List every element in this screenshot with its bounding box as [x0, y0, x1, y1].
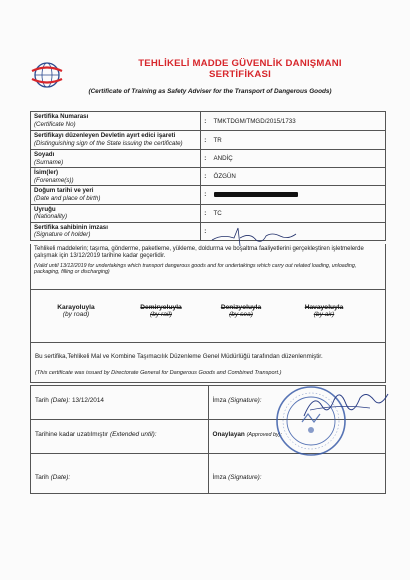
- field-holder-signature: [31, 222, 386, 240]
- field-label-tr: İsim(ler): [34, 169, 59, 177]
- field-value: ÖZGÜN: [210, 168, 386, 186]
- date2-label-en: (Date):: [50, 474, 71, 481]
- colon: :: [201, 150, 210, 168]
- mode-label-en: (by air): [313, 311, 335, 318]
- field-label-en: (Nationality): [34, 213, 68, 221]
- ministry-logo-icon: [30, 60, 64, 90]
- official-stamp-icon: [272, 382, 350, 460]
- mode-label-tr: Karayoluyla: [57, 304, 95, 311]
- colon: :: [201, 222, 210, 240]
- field-nationality: [31, 204, 386, 222]
- field-label-en: (Signature of holder): [34, 231, 91, 239]
- colon: :: [201, 186, 210, 204]
- title-line-1: TEHLİKELİ MADDE GÜVENLİK DANIŞMANI: [138, 58, 342, 69]
- field-value: TR: [210, 131, 386, 150]
- field-label-tr: Uyruğu: [34, 205, 56, 213]
- field-label-en: (Date and place of birth): [34, 194, 101, 202]
- mode-label-en: (by road): [62, 311, 90, 318]
- colon: :: [201, 131, 210, 150]
- validity-text-en: (Valid until 13/12/2019 for undertakings which transport dangerous goods and for undertakings which carry out related loading, unloading, packaging, filling or discharging): [34, 262, 357, 276]
- signature2-label: İmza: [212, 474, 227, 481]
- mode-label-en: (by sea): [229, 311, 253, 318]
- mode-label-en: (by rail): [150, 311, 172, 318]
- approved-label-en: (Approved by):: [246, 432, 282, 438]
- field-issuing-state: [31, 131, 386, 150]
- field-value: ANDİÇ: [210, 150, 386, 168]
- date-label: Tarih: [35, 397, 49, 404]
- date-value: 13/12/2014: [71, 397, 104, 404]
- issuer-text-en: (This certificate was issued by Directorate General for Dangerous Goods and Combined Transport.): [35, 370, 282, 376]
- validity-text-tr: Tehlikeli maddelerin; taşıma, gönderme, paketleme, yükleme, doldurma ve boşaltma faaliyetlerini gerçekleştiren işletmelerde çalışmak için 13/12/2019 tarihine kadar geçerlidir.: [34, 246, 364, 260]
- mode-road: [41, 304, 111, 318]
- signature-label: İmza: [212, 397, 227, 404]
- date-label-en: (Date):: [50, 397, 71, 404]
- signature2-label-en: (Signature):: [228, 474, 262, 481]
- field-label-tr: Sertifikayı düzenleyen Devletin ayırt edici işareti: [34, 132, 176, 140]
- field-value: TMKTDGM/TMGD/2015/1733: [210, 112, 386, 131]
- extended-label: Tarihine kadar uzatılmıştır: [35, 431, 109, 438]
- extended-label-en: (Extended until):: [109, 431, 157, 438]
- validity-section: [30, 244, 386, 290]
- extended-until-cell: [31, 420, 209, 454]
- mode-label-tr: Denizyoluyla: [220, 304, 262, 311]
- field-label-tr: Soyadı: [34, 151, 55, 158]
- holder-info-table: [30, 111, 386, 241]
- field-birth: [31, 186, 386, 204]
- field-label-en: (Certificate No): [34, 121, 76, 128]
- redacted-birth-info: [214, 192, 298, 197]
- field-label-en: (Surname): [34, 158, 64, 166]
- mode-sea: [206, 304, 276, 318]
- date2-label: Tarih: [35, 474, 49, 481]
- mode-label-tr: Demiryoluyla: [140, 304, 182, 311]
- certificate-title: [80, 58, 400, 80]
- transport-modes: [30, 290, 386, 343]
- field-value: TC: [210, 204, 386, 222]
- colon: :: [201, 204, 210, 222]
- mode-rail: [126, 304, 196, 318]
- title-line-2: SERTİFİKASI: [209, 69, 271, 80]
- colon: :: [201, 112, 210, 131]
- field-label-tr: Sertifika sahibinin imzası: [34, 223, 108, 231]
- mode-label-tr: Havayoluyla: [304, 304, 344, 311]
- issue-date-cell: [31, 386, 209, 420]
- certificate-subtitle: (Certificate of Training as Safety Adviser for the Transport of Dangerous Goods): [88, 88, 332, 95]
- field-label-en: (Forename(s)): [34, 176, 74, 184]
- issuer-section: [30, 343, 386, 383]
- issuer-text-tr: Bu sertifika,Tehlikeli Mal ve Kombine Taşımacılık Düzenleme Genel Müdürlüğü tarafından düzenlenmiştir.: [35, 353, 323, 360]
- field-surname: [31, 150, 386, 168]
- approved-label: Onaylayan: [212, 431, 245, 438]
- field-forenames: [31, 168, 386, 186]
- signature-label-en: (Signature):: [228, 397, 262, 404]
- field-label-tr: Sertifika Numarası: [34, 113, 89, 121]
- mode-air: [289, 304, 359, 318]
- field-label-tr: Doğum tarihi ve yeri: [34, 187, 94, 195]
- field-certificate-no: [31, 112, 386, 131]
- colon: :: [201, 168, 210, 186]
- field-label-en: (Distinguishing sign of the State issuing the certificate): [34, 140, 183, 147]
- date2-cell: [31, 454, 209, 494]
